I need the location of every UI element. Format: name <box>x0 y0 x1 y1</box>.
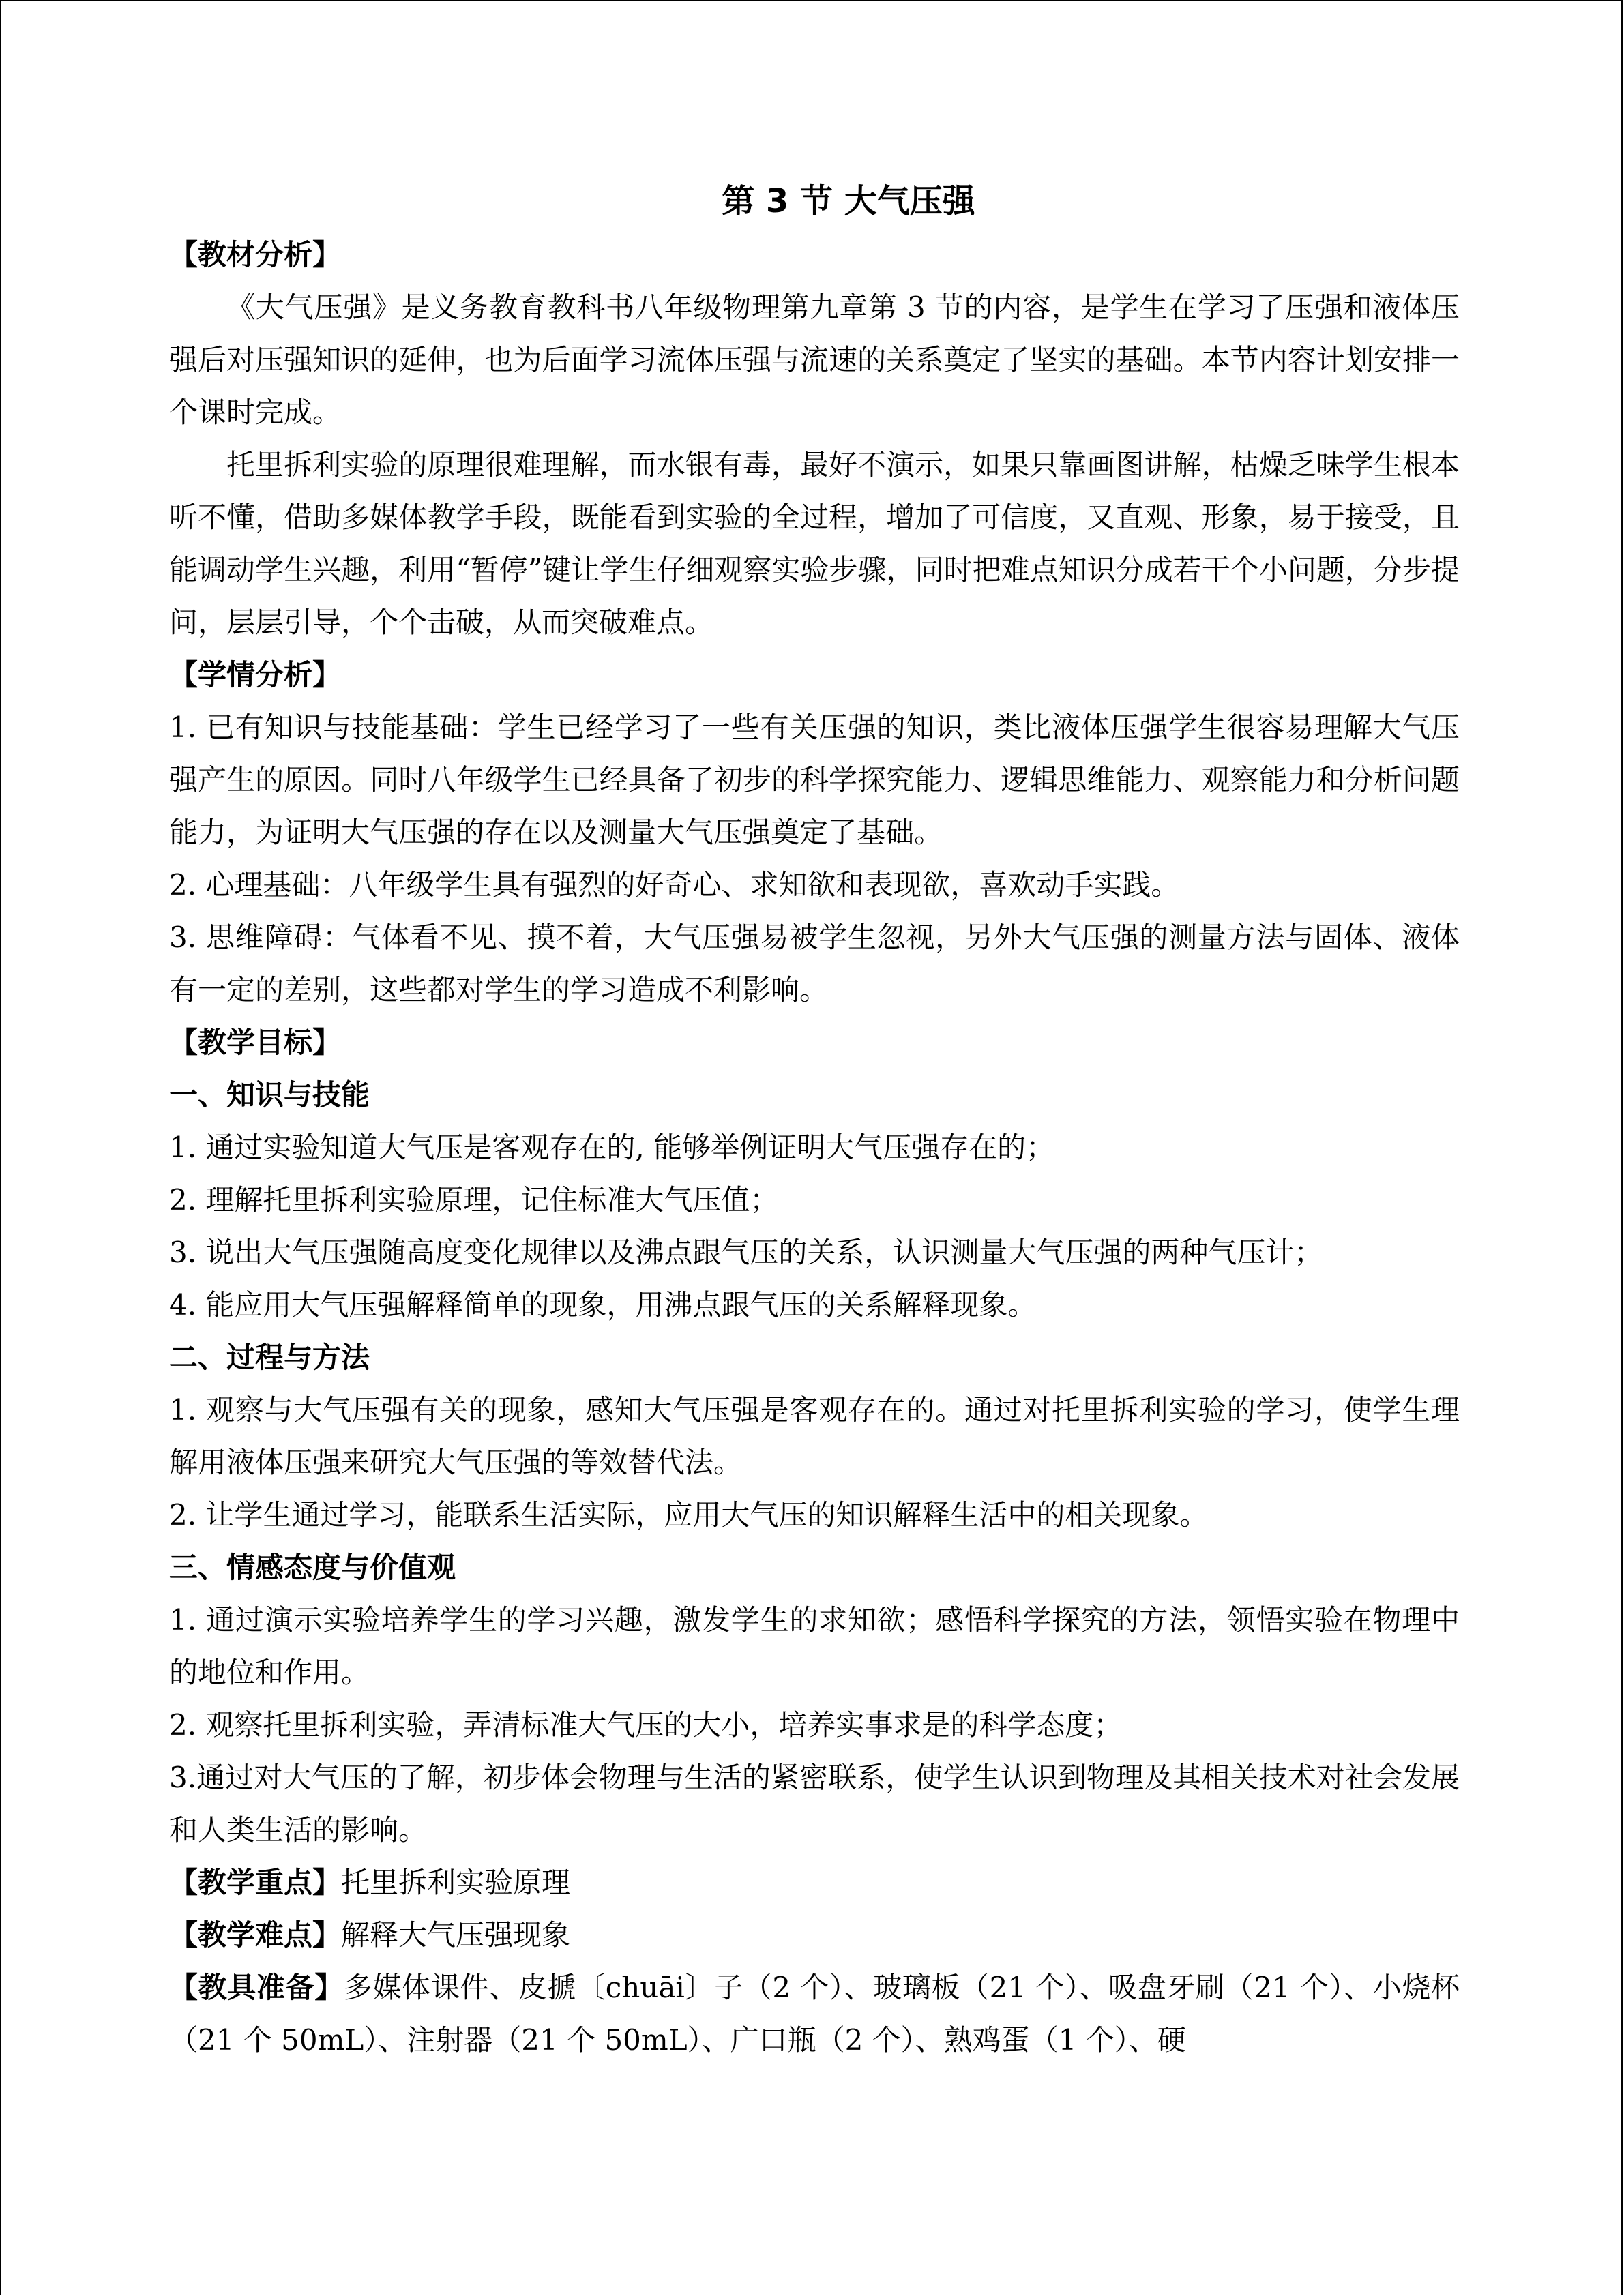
subheading-process-methods: 二、过程与方法 <box>169 1341 370 1374</box>
knowledge-item-3: 3. 说出大气压强随高度变化规律以及沸点跟气压的关系，认识测量大气压强的两种气压计； <box>169 1236 1323 1269</box>
key-point-text: 托里拆利实验原理 <box>341 1866 571 1899</box>
knowledge-item-1: 1. 通过实验知道大气压是客观存在的, 能够举例证明大气压强存在的； <box>169 1131 1055 1164</box>
attitude-item-1: 1. 通过演示实验培养学生的学习兴趣，激发学生的求知欲；感悟科学探究的方法，领悟实验在物理中的地位和作用。 <box>169 1603 1460 1689</box>
section-heading-teaching-goals: 【教学目标】 <box>169 1026 342 1059</box>
equipment-label: 【教具准备】 <box>169 1971 344 2004</box>
material-analysis-paragraph-2: 托里拆利实验的原理很难理解，而水银有毒，最好不演示，如果只靠画图讲解，枯燥乏味学生根本听不懂，借助多媒体教学手段，既能看到实验的全过程，增加了可信度，又直观、形象，易于接受，且能调动学生兴趣，利用“暂停”键让学生仔细观察实验步骤，同时把难点知识分成若干个小问题，分步提问，层层引导，个个击破，从而突破难点。 <box>169 448 1460 639</box>
key-point-label: 【教学重点】 <box>169 1866 342 1899</box>
document-body <box>169 174 1460 2066</box>
knowledge-item-2: 2. 理解托里拆利实验原理，记住标准大气压值； <box>169 1183 779 1217</box>
difficulty-text: 解释大气压强现象 <box>341 1918 571 1952</box>
difficulty-row <box>169 1909 1460 1961</box>
equipment-text: 多媒体课件、皮搋〔chuāi〕子（2 个）、玻璃板（21 个）、吸盘牙刷（21 个）、小烧杯（21 个 50mL）、注射器（21 个 50mL）、广口瓶（2 个）、熟鸡蛋（1 个）、硬 <box>169 1971 1460 2057</box>
material-analysis-paragraph-1: 《大气压强》是义务教育教科书八年级物理第九章第 3 节的内容，是学生在学习了压强和液体压强后对压强知识的延伸，也为后面学习流体压强与流速的关系奠定了坚实的基础。本节内容计划安排一个课时完成。 <box>169 290 1460 429</box>
page-title: 第 3 节 大气压强 <box>722 182 975 220</box>
equipment-row <box>169 1961 1460 2066</box>
process-item-2: 2. 让学生通过学习，能联系生活实际，应用大气压的知识解释生活中的相关现象。 <box>169 1498 1209 1532</box>
section-heading-student-analysis: 【学情分析】 <box>169 658 342 691</box>
section-heading-material-analysis: 【教材分析】 <box>169 238 342 271</box>
process-item-1: 1. 观察与大气压强有关的现象，感知大气压强是客观存在的。通过对托里拆利实验的学习，使学生理解用液体压强来研究大气压强的等效替代法。 <box>169 1393 1460 1479</box>
key-point-row <box>169 1856 1460 1909</box>
attitude-item-3: 3.通过对大气压的了解，初步体会物理与生活的紧密联系，使学生认识到物理及其相关技术对社会发展和人类生活的影响。 <box>169 1761 1460 1847</box>
student-analysis-item-2: 2. 心理基础：八年级学生具有强烈的好奇心、求知欲和表现欲，喜欢动手实践。 <box>169 868 1180 901</box>
student-analysis-item-3: 3. 思维障碍：气体看不见、摸不着，大气压强易被学生忽视，另外大气压强的测量方法与固体、液体有一定的差别，这些都对学生的学习造成不利影响。 <box>169 921 1460 1007</box>
subheading-attitude-values: 三、情感态度与价值观 <box>169 1551 456 1584</box>
knowledge-item-4: 4. 能应用大气压强解释简单的现象，用沸点跟气压的关系解释现象。 <box>169 1288 1037 1322</box>
subheading-knowledge-skills: 一、知识与技能 <box>169 1078 370 1112</box>
difficulty-label: 【教学难点】 <box>169 1918 342 1952</box>
student-analysis-item-1: 1. 已有知识与技能基础：学生已经学习了一些有关压强的知识，类比液体压强学生很容易理解大气压强产生的原因。同时八年级学生已经具备了初步的科学探究能力、逻辑思维能力、观察能力和分析问题能力，为证明大气压强的存在以及测量大气压强奠定了基础。 <box>169 711 1460 849</box>
attitude-item-2: 2. 观察托里拆利实验，弄清标准大气压的大小，培养实事求是的科学态度； <box>169 1708 1123 1742</box>
